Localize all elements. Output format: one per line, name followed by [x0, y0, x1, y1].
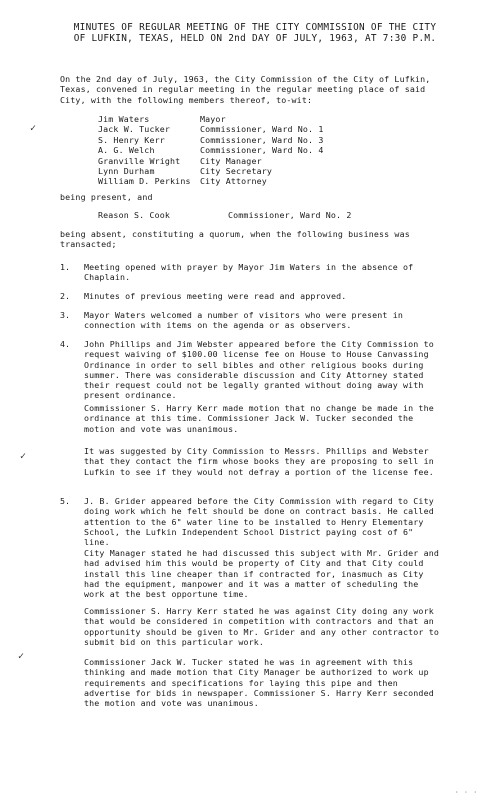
members-absent-list	[98, 210, 398, 220]
member-row	[98, 156, 398, 166]
quorum-paragraph: being absent, constituting a quorum, when the following business was transacted;	[60, 229, 410, 250]
item-subparagraph: Commissioner S. Harry Kerr made motion that no change be made in the ordinance at this time. Commissioner Jack W. Tucker seconded the motion and vote was unanimous.	[84, 403, 434, 434]
member-title: Commissioner, Ward No. 3	[200, 134, 324, 145]
member-name: Jim Waters	[98, 114, 150, 124]
item-text: Minutes of previous meeting were read and approved.	[84, 291, 347, 301]
item-number: 4.	[60, 339, 70, 349]
item-text: Meeting opened with prayer by Mayor Jim Waters in the absence of Chaplain.	[84, 262, 414, 283]
margin-check-mark: ✓	[18, 651, 25, 662]
member-name: Jack W. Tucker	[98, 124, 171, 135]
item-number: 3.	[60, 310, 70, 320]
item-subparagraph: It was suggested by City Commission to Messrs. Phillips and Webster that they contact the firm whose books they are proposing to sell in Lufkin to see if they would not defray a portion of the license fee.	[84, 446, 434, 477]
member-name: Granville Wright	[98, 155, 181, 166]
margin-check-mark: ✓	[30, 123, 37, 134]
member-title: Commissioner, Ward No. 1	[200, 124, 324, 135]
item-text: John Phillips and Jim Webster appeared before the City Commission to request waiving of $100.00 license fee on House to House Canvassing Ordinance in order to sell bibles and other religious books during summer. There was considerable discussion and City Attorney stated their request could not be legally granted without doing away with present ordinance.	[84, 339, 434, 401]
item-text: J. B. Grider appeared before the City Commission with regard to City doing work which he felt should be done on contract basis. He called attention to the 6" water line to be installed to Henry Elementary School, the Lufkin Independent School District paying cost of 6" line.	[84, 496, 434, 548]
item-number: 1.	[60, 262, 70, 272]
item-number: 2.	[60, 291, 70, 301]
member-title: Mayor	[200, 114, 226, 124]
item-subparagraph: City Manager stated he had discussed this subject with Mr. Grider and had advised him this would be property of City and that City could install this line cheaper than if contracted for, inasmuch as City had the equipment, manpower and it was a matter of scheduling the work at the best opportune time.	[84, 548, 440, 600]
member-row	[98, 166, 398, 176]
being-present-text: being present, and	[60, 192, 153, 202]
member-name: S. Henry Kerr	[98, 134, 165, 145]
member-title: City Manager	[200, 155, 262, 166]
intro-paragraph: On the 2nd day of July, 1963, the City Commission of the City of Lufkin, Texas, convened in regular meeting in the regular meeting place of said City, with the following members thereof, to-wit:	[60, 74, 431, 105]
member-row	[98, 135, 398, 145]
document-title: MINUTES OF REGULAR MEETING OF THE CITY COMMISSION OF THE CITY OF LUFKIN, TEXAS, HELD ON 2nd DAY OF JULY, 1963, AT 7:30 P.M.	[73, 22, 437, 44]
member-row	[98, 176, 398, 186]
member-name: William D. Perkins	[98, 176, 191, 187]
member-row	[98, 124, 398, 134]
member-title: City Attorney	[200, 176, 267, 187]
member-title: Commissioner, Ward No. 2	[228, 210, 352, 220]
member-row	[98, 210, 398, 220]
item-text: Mayor Waters welcomed a number of visitors who were present in connection with items on the agenda or as observers.	[84, 310, 403, 331]
item-subparagraph: Commissioner S. Harry Kerr stated he was against City doing any work that would be considered in competition with contractors and that an opportunity should be given to Mr. Grider and any other contractor to submit bid on this particular work.	[84, 606, 440, 647]
member-name: Lynn Durham	[98, 165, 155, 176]
member-row	[98, 145, 398, 155]
members-present-list	[98, 114, 398, 187]
margin-check-mark: ✓	[20, 451, 27, 462]
page-corner-mark: · · ·	[454, 789, 478, 796]
member-title: City Secretary	[200, 165, 273, 176]
member-name: Reason S. Cook	[98, 210, 171, 220]
member-title: Commissioner, Ward No. 4	[200, 145, 324, 156]
member-row	[98, 114, 398, 124]
member-name: A. G. Welch	[98, 145, 155, 156]
item-subparagraph: Commissioner Jack W. Tucker stated he was in agreement with this thinking and made motion that City Manager be authorized to work up requirements and specifications for laying this pipe and then advertise for bids in newspaper. Commissioner S. Harry Kerr seconded the motion and vote was unanimous.	[84, 657, 434, 709]
item-number: 5.	[60, 496, 70, 506]
